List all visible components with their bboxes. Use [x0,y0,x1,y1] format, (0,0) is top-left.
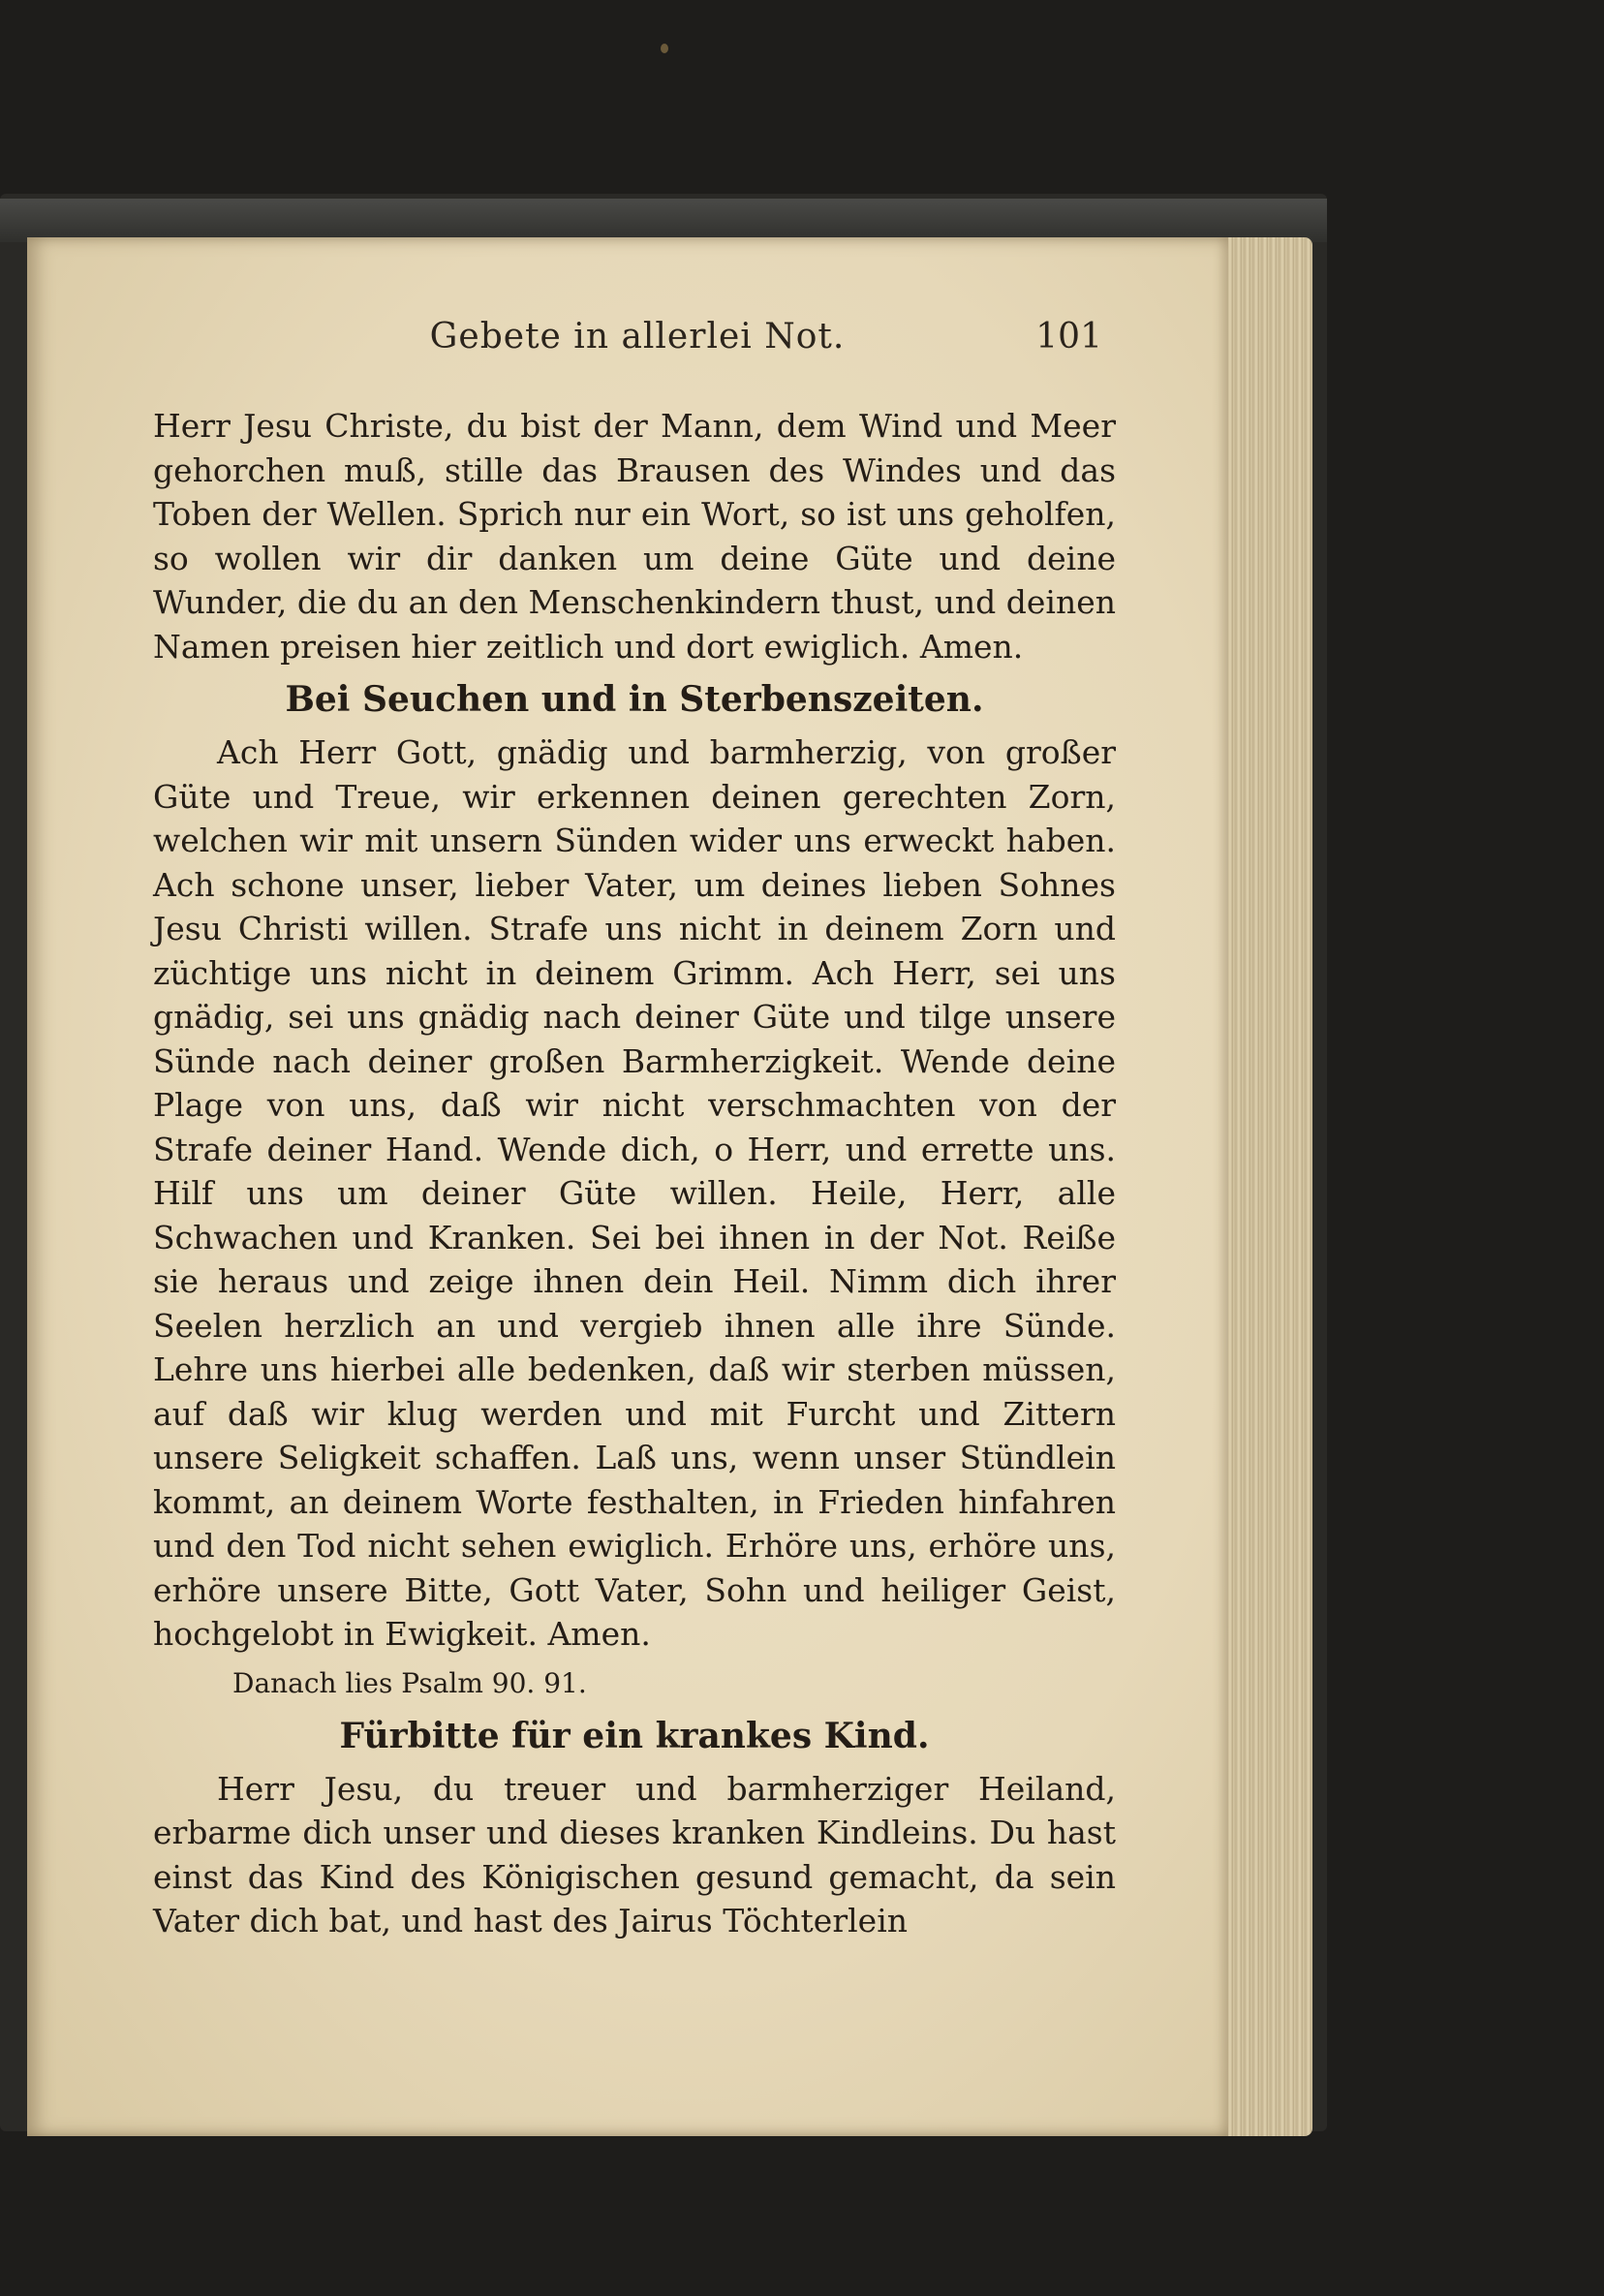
paragraph-plague-prayer: Ach Herr Gott, gnädig und barmherzig, von großer Güte und Treue, wir erkennen deinen gerechten Zorn, welchen wir mit unsern Sünden wider uns erweckt haben. Ach schone unser, lieber Vater, um deines lieben Sohnes Jesu Christi willen. Strafe uns nicht in deinem Zorn und züchtige uns nicht in deinem Grimm. Ach Herr, sei uns gnädig, sei uns gnädig nach deiner Güte und tilge unsere Sünde nach deiner großen Barmherzigkeit. Wende deine Plage von uns, daß wir nicht verschmachten von der Strafe deiner Hand. Wende dich, o Herr, und errette uns. Hilf uns um deiner Güte willen. Heile, Herr, alle Schwachen und Kranken. Sei bei ihnen in der Not. Reiße sie heraus und zeige ihnen dein Heil. Nimm dich ihrer Seelen herzlich an und vergieb ihnen alle ihre Sünde. Lehre uns hierbei alle bedenken, daß wir sterben müssen, auf daß wir klug werden und mit Furcht und Zittern unsere Seligkeit schaffen. Laß uns, wenn unser Stündlein kommt, an deinem Worte festhalten, in Frieden hinfahren und den Tod nicht sehen ewiglich. Erhöre uns, erhöre uns, erhöre unsere Bitte, Gott Vater, Sohn und heiliger Geist, hochgelobt in Ewigkeit. Amen. [153,733,1116,1653]
psalm-reference-note: Danach lies Psalm 90. 91. [232,1666,587,1699]
page-text [153,404,1116,1943]
paragraph-sick-child-prayer: Herr Jesu, du treuer und barmherziger Heiland, erbarme dich unser und dieses kranken Kindleins. Du hast einst das Kind des Königischen gesund gemacht, da sein Vater dich bat, und hast des Jairus Töchterlein [153,1769,1116,1939]
book-page [27,237,1228,2136]
section-heading-plague: Bei Seuchen und in Sterbenszeiten. [285,679,984,720]
page-edges [1216,237,1312,2136]
paragraph-storm-prayer: Herr Jesu Christe, du bist der Mann, dem Wind und Meer gehorchen muß, stille das Brausen des Windes und das Toben der Wellen. Sprich nur ein Wort, so ist uns geholfen, so wollen wir dir danken um deine Güte und deine Wunder, die du an den Menschenkindern thust, und deinen Namen preisen hier zeitlich und dort ewiglich. Amen. [153,407,1116,666]
dust-spot [661,44,668,53]
section-heading-sick-child: Fürbitte für ein krankes Kind. [339,1715,930,1756]
page-number: 101 [1035,317,1102,357]
book-cover-top-edge [0,199,1327,242]
running-title: Gebete in allerlei Not. [429,317,846,357]
page-header [172,317,1102,375]
